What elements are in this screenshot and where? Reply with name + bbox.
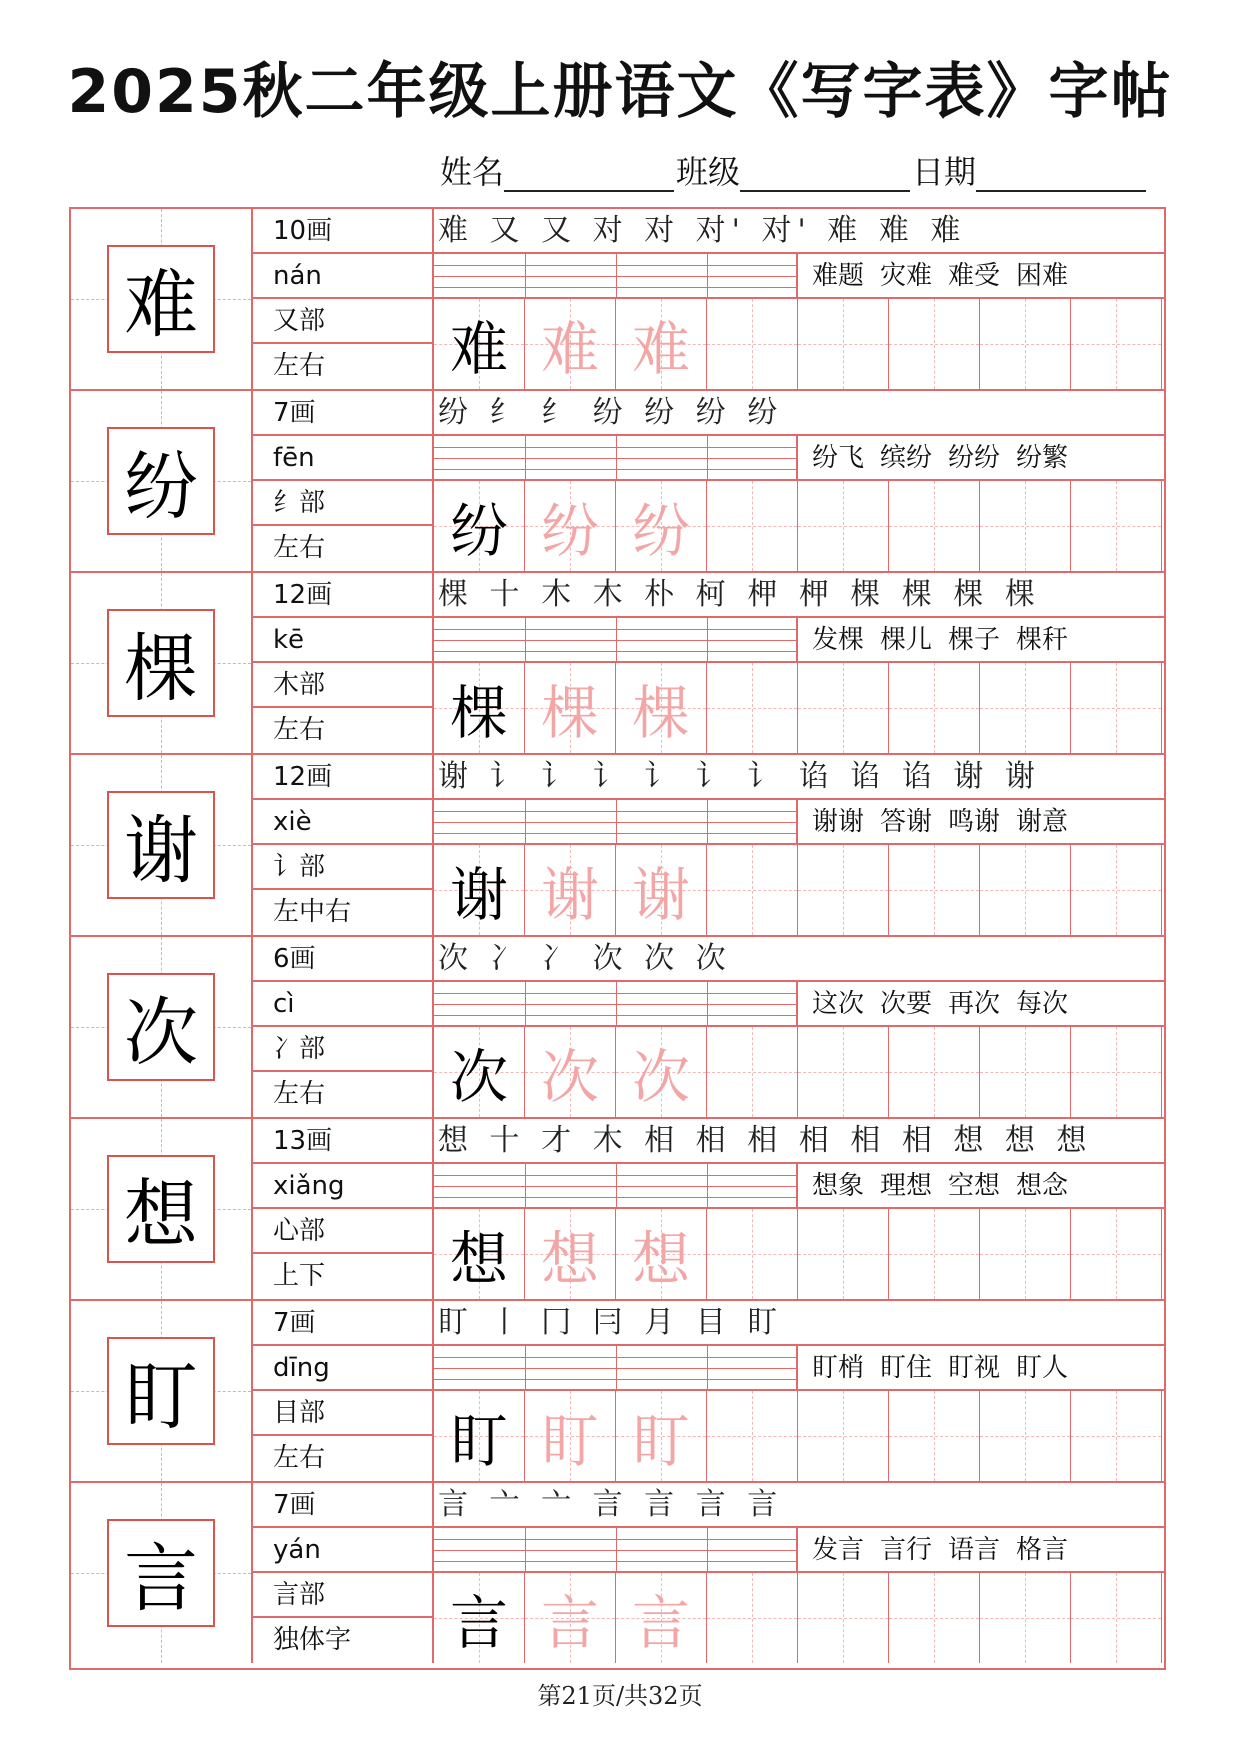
stroke-count: 12画 [253, 755, 432, 800]
writing-square[interactable] [707, 845, 798, 935]
character-row [71, 1483, 1164, 1665]
example-words [798, 1346, 1164, 1391]
pinyin: cì [253, 982, 432, 1027]
example-word: 盯人 [1016, 1353, 1069, 1383]
radical: 言部 [253, 1573, 432, 1618]
writing-square[interactable] [434, 481, 525, 571]
big-character: 次 [124, 990, 198, 1076]
character-info [253, 391, 434, 571]
trace-character: 难 [631, 315, 690, 383]
example-word: 难题 [812, 261, 865, 291]
character-row [71, 573, 1164, 755]
structure: 左中右 [273, 897, 352, 927]
trace-character: 想 [540, 1225, 599, 1293]
name-label: 姓名 [440, 153, 505, 191]
pinyin-practice-lines[interactable] [434, 982, 798, 1027]
writing-grid [434, 1573, 1164, 1663]
trace-character: 纷 [631, 497, 690, 565]
stroke-order: 棵 十 木 木 朴 柯 柙 柙 棵 棵 棵 棵 [434, 573, 1164, 618]
example-word: 棵儿 [880, 625, 933, 655]
example-word: 盯梢 [812, 1353, 865, 1383]
writing-square[interactable] [525, 481, 616, 571]
example-word: 空想 [948, 1171, 1001, 1201]
writing-square[interactable] [889, 1391, 980, 1481]
name-blank[interactable] [504, 154, 674, 192]
stroke-order: 想 十 才 木 相 相 相 相 相 相 想 想 想 [434, 1119, 1164, 1164]
pinyin: dīng [253, 1346, 432, 1391]
example-word: 言行 [880, 1535, 933, 1565]
writing-square[interactable] [889, 663, 980, 753]
model-character: 盯 [449, 1407, 508, 1475]
example-word: 棵秆 [1016, 625, 1069, 655]
character-info [253, 573, 434, 753]
pinyin: xiè [253, 800, 432, 845]
writing-square[interactable] [889, 845, 980, 935]
example-word: 难受 [948, 261, 1001, 291]
example-words [798, 618, 1164, 663]
writing-square[interactable] [434, 1573, 525, 1663]
trace-character: 盯 [631, 1407, 690, 1475]
stroke-order: 谢 讠 讠 讠 讠 讠 讠 谄 谄 谄 谢 谢 [434, 755, 1164, 800]
stroke-count: 7画 [253, 1483, 432, 1528]
example-word: 每次 [1016, 989, 1069, 1019]
character-info [253, 755, 434, 935]
class-blank[interactable] [740, 154, 910, 192]
writing-square[interactable] [980, 481, 1071, 571]
writing-square[interactable] [616, 481, 707, 571]
stroke-count: 10画 [253, 209, 432, 254]
writing-square[interactable] [798, 1027, 889, 1117]
writing-square[interactable] [889, 1209, 980, 1299]
trace-character: 纷 [540, 497, 599, 565]
writing-square[interactable] [980, 1027, 1071, 1117]
pinyin: yán [253, 1528, 432, 1573]
example-word: 灾难 [880, 261, 933, 291]
writing-square[interactable] [980, 845, 1071, 935]
writing-square[interactable] [434, 1391, 525, 1481]
writing-grid [434, 481, 1164, 571]
stroke-order: 纷 纟 纟 纷 纷 纷 纷 [434, 391, 1164, 436]
writing-square[interactable] [707, 299, 798, 389]
big-character: 谢 [124, 808, 198, 894]
writing-square[interactable] [1071, 1027, 1162, 1117]
writing-square[interactable] [980, 1391, 1071, 1481]
example-word: 盯住 [880, 1353, 933, 1383]
big-character-cell [71, 1301, 253, 1481]
writing-grid [434, 663, 1164, 753]
example-word: 困难 [1016, 261, 1069, 291]
date-label: 日期 [912, 153, 977, 191]
stroke-count: 7画 [253, 391, 432, 436]
writing-square[interactable] [798, 1391, 889, 1481]
big-character: 难 [124, 262, 198, 348]
trace-character: 盯 [540, 1407, 599, 1475]
writing-square[interactable] [616, 299, 707, 389]
pinyin: xiǎng [253, 1164, 432, 1209]
example-word: 棵子 [948, 625, 1001, 655]
example-word: 谢意 [1016, 807, 1069, 837]
model-character: 谢 [449, 861, 508, 929]
stroke-count: 6画 [253, 937, 432, 982]
writing-square[interactable] [616, 845, 707, 935]
pinyin: nán [253, 254, 432, 299]
trace-character: 棵 [540, 679, 599, 747]
writing-square[interactable] [434, 845, 525, 935]
writing-square[interactable] [798, 299, 889, 389]
pinyin: fēn [253, 436, 432, 481]
writing-square[interactable] [707, 663, 798, 753]
writing-square[interactable] [525, 1573, 616, 1663]
pinyin-practice-lines[interactable] [434, 800, 798, 845]
example-word: 发言 [812, 1535, 865, 1565]
writing-square[interactable] [889, 1027, 980, 1117]
trace-character: 次 [540, 1043, 599, 1111]
pinyin-practice-lines[interactable] [434, 1164, 798, 1209]
character-row [71, 391, 1164, 573]
writing-square[interactable] [707, 1027, 798, 1117]
pinyin-practice-lines[interactable] [434, 1528, 798, 1573]
radical: 又部 [253, 299, 432, 344]
writing-square[interactable] [1071, 663, 1162, 753]
radical: 纟部 [253, 481, 432, 526]
writing-grid [434, 845, 1164, 935]
big-character: 言 [124, 1536, 198, 1622]
example-words [798, 254, 1164, 299]
character-info [253, 1301, 434, 1481]
model-character: 次 [449, 1043, 508, 1111]
writing-square[interactable] [525, 1391, 616, 1481]
big-character: 纷 [124, 444, 198, 530]
writing-square[interactable] [889, 299, 980, 389]
example-word: 这次 [812, 989, 865, 1019]
writing-square[interactable] [980, 663, 1071, 753]
radical: 冫部 [253, 1027, 432, 1072]
character-info [253, 1483, 434, 1663]
trace-character: 言 [631, 1589, 690, 1657]
pinyin-practice-lines[interactable] [434, 436, 798, 481]
big-character-cell [71, 391, 253, 571]
writing-square[interactable] [434, 299, 525, 389]
example-word: 纷繁 [1016, 443, 1069, 473]
example-word: 想象 [812, 1171, 865, 1201]
character-row [71, 755, 1164, 937]
radical: 木部 [253, 663, 432, 708]
writing-square[interactable] [525, 845, 616, 935]
example-word: 发棵 [812, 625, 865, 655]
example-words [798, 1164, 1164, 1209]
writing-square[interactable] [1071, 1573, 1162, 1663]
writing-square[interactable] [980, 1573, 1071, 1663]
writing-square[interactable] [707, 1391, 798, 1481]
model-character: 言 [449, 1589, 508, 1657]
model-character: 纷 [449, 497, 508, 565]
radical: 讠部 [253, 845, 432, 890]
model-character: 难 [449, 315, 508, 383]
writing-grid [434, 1027, 1164, 1117]
writing-square[interactable] [1071, 845, 1162, 935]
writing-square[interactable] [798, 663, 889, 753]
character-row [71, 1119, 1164, 1301]
model-character: 想 [449, 1225, 508, 1293]
big-character: 想 [124, 1172, 198, 1258]
class-label: 班级 [676, 153, 741, 191]
writing-square[interactable] [1071, 481, 1162, 571]
radical: 心部 [253, 1209, 432, 1254]
example-word: 格言 [1016, 1535, 1069, 1565]
writing-grid [434, 299, 1164, 389]
writing-square[interactable] [525, 299, 616, 389]
writing-square[interactable] [798, 845, 889, 935]
trace-character: 次 [631, 1043, 690, 1111]
stroke-order: 言 亠 亠 言 言 言 言 [434, 1483, 1164, 1528]
writing-square[interactable] [525, 1209, 616, 1299]
stroke-order: 盯 丨 冂 冃 月 目 盯 [434, 1301, 1164, 1346]
trace-character: 谢 [631, 861, 690, 929]
big-character-cell [71, 1119, 253, 1299]
writing-square[interactable] [1071, 1391, 1162, 1481]
writing-square[interactable] [616, 1027, 707, 1117]
model-character: 棵 [449, 679, 508, 747]
writing-square[interactable] [980, 1209, 1071, 1299]
example-word: 想念 [1016, 1171, 1069, 1201]
big-character-cell [71, 209, 253, 389]
page-title: 2025秋二年级上册语文《写字表》字帖 [67, 57, 1173, 127]
writing-square[interactable] [1071, 299, 1162, 389]
writing-square[interactable] [525, 663, 616, 753]
writing-grid [434, 1391, 1164, 1481]
trace-character: 言 [540, 1589, 599, 1657]
page-number: 第21页/共32页 [537, 1682, 703, 1710]
writing-square[interactable] [707, 1573, 798, 1663]
stroke-count: 13画 [253, 1119, 432, 1164]
example-words [798, 1528, 1164, 1573]
example-word: 缤纷 [880, 443, 933, 473]
example-word: 次要 [880, 989, 933, 1019]
structure: 左右 [273, 351, 326, 381]
writing-square[interactable] [798, 1573, 889, 1663]
big-character: 棵 [124, 626, 198, 712]
writing-square[interactable] [525, 1027, 616, 1117]
structure: 上下 [273, 1261, 326, 1291]
stroke-order: 次 冫 冫 次 次 次 [434, 937, 1164, 982]
trace-character: 谢 [540, 861, 599, 929]
character-info [253, 1119, 434, 1299]
example-word: 纷纷 [948, 443, 1001, 473]
example-words [798, 436, 1164, 481]
stroke-count: 7画 [253, 1301, 432, 1346]
example-word: 盯视 [948, 1353, 1001, 1383]
big-character-cell [71, 573, 253, 753]
big-character-cell [71, 755, 253, 935]
big-character-cell [71, 1483, 253, 1663]
pinyin-practice-lines[interactable] [434, 254, 798, 299]
writing-square[interactable] [616, 1209, 707, 1299]
writing-square[interactable] [616, 1391, 707, 1481]
writing-square[interactable] [616, 663, 707, 753]
stroke-order: 难 又 又 对 对 对' 对' 难 难 难 [434, 209, 1164, 254]
character-info [253, 209, 434, 389]
date-blank[interactable] [976, 154, 1146, 192]
example-word: 理想 [880, 1171, 933, 1201]
big-character-cell [71, 937, 253, 1117]
stroke-count: 12画 [253, 573, 432, 618]
big-character: 盯 [124, 1354, 198, 1440]
practice-sheet [69, 207, 1166, 1670]
example-words [798, 982, 1164, 1027]
character-row [71, 937, 1164, 1119]
writing-square[interactable] [889, 1573, 980, 1663]
trace-character: 难 [540, 315, 599, 383]
structure: 左右 [273, 533, 326, 563]
example-words [798, 800, 1164, 845]
writing-square[interactable] [798, 481, 889, 571]
structure: 左右 [273, 715, 326, 745]
writing-square[interactable] [1071, 1209, 1162, 1299]
example-word: 再次 [948, 989, 1001, 1019]
writing-square[interactable] [434, 663, 525, 753]
writing-grid [434, 1209, 1164, 1299]
example-word: 谢谢 [812, 807, 865, 837]
pinyin-practice-lines[interactable] [434, 618, 798, 663]
writing-square[interactable] [798, 1209, 889, 1299]
trace-character: 棵 [631, 679, 690, 747]
pinyin: kē [253, 618, 432, 663]
writing-square[interactable] [707, 481, 798, 571]
character-row [71, 209, 1164, 391]
writing-square[interactable] [980, 299, 1071, 389]
character-row [71, 1301, 1164, 1483]
trace-character: 想 [631, 1225, 690, 1293]
example-word: 答谢 [880, 807, 933, 837]
writing-square[interactable] [889, 481, 980, 571]
example-word: 语言 [948, 1535, 1001, 1565]
structure: 独体字 [273, 1625, 352, 1655]
writing-square[interactable] [616, 1573, 707, 1663]
structure: 左右 [273, 1443, 326, 1473]
pinyin-practice-lines[interactable] [434, 1346, 798, 1391]
writing-square[interactable] [434, 1027, 525, 1117]
writing-square[interactable] [434, 1209, 525, 1299]
character-info [253, 937, 434, 1117]
example-word: 纷飞 [812, 443, 865, 473]
radical: 目部 [253, 1391, 432, 1436]
writing-square[interactable] [707, 1209, 798, 1299]
student-info-line [440, 148, 1148, 192]
structure: 左右 [273, 1079, 326, 1109]
example-word: 鸣谢 [948, 807, 1001, 837]
